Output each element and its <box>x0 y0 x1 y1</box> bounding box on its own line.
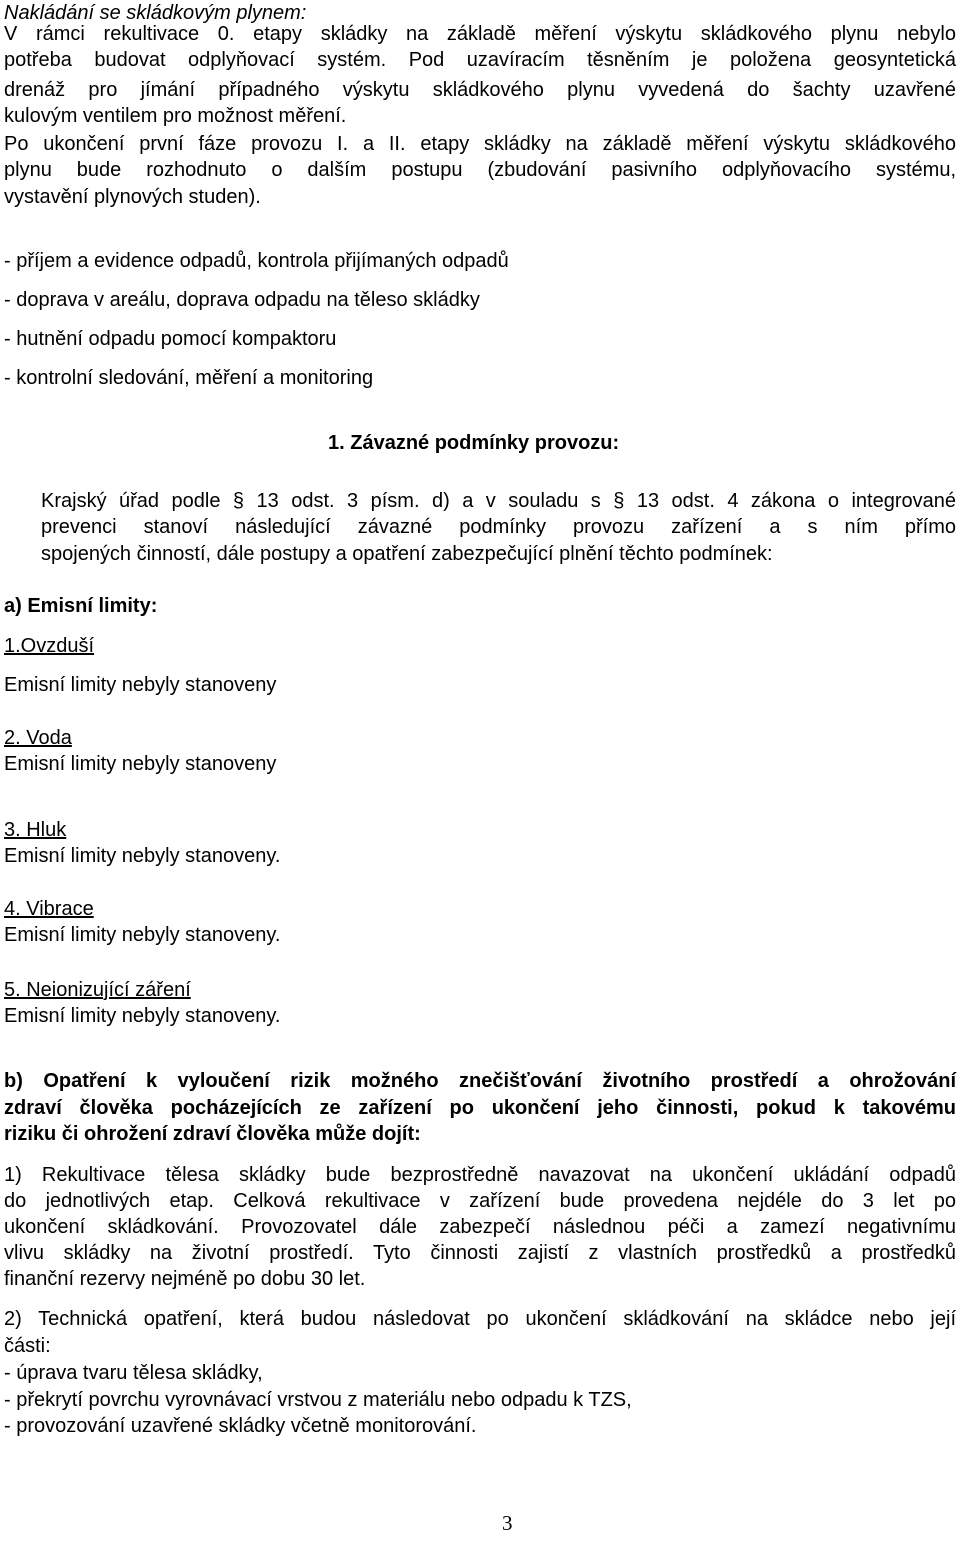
conditions-line: Krajský úřad podle § 13 odst. 3 písm. d) a v souladu s § 13 odst. 4 zákona o integrované <box>41 490 956 512</box>
measures-p2-line: - překrytí povrchu vyrovnávací vrstvou z materiálu nebo odpadu k TZS, <box>4 1389 632 1411</box>
limit-title: 1.Ovzduší <box>4 635 95 657</box>
limit-text: Emisní limity nebyly stanoveny. <box>4 924 281 946</box>
gas-line: Po ukončení první fáze provozu I. a II. etapy skládky na základě měření výskytu skládkového <box>4 133 956 155</box>
limit-text: Emisní limity nebyly stanoveny <box>4 753 277 775</box>
conditions-heading: 1. Závazné podmínky provozu: <box>328 432 620 454</box>
activity-item: - doprava v areálu, doprava odpadu na těleso skládky <box>4 289 480 311</box>
measures-p1-line: finanční rezervy nejméně po dobu 30 let. <box>4 1268 366 1290</box>
measures-p1-line: do jednotlivých etap. Celková rekultivace v zařízení bude provedena nejdéle do 3 let po <box>4 1190 956 1212</box>
activity-item: - hutnění odpadu pomocí kompaktoru <box>4 328 337 350</box>
gas-line: vystavění plynových studen). <box>4 186 261 208</box>
gas-line: drenáž pro jímání případného výskytu skládkového plynu vyvedená do šachty uzavřené <box>4 79 956 101</box>
gas-line: potřeba budovat odplyňovací systém. Pod uzavíracím těsněním je položena geosyntetická <box>4 49 956 71</box>
limit-title: 5. Neionizující záření <box>4 979 191 1001</box>
conditions-line: spojených činností, dále postupy a opatření zabezpečující plnění těchto podmínek: <box>41 543 773 565</box>
measures-heading: riziku či ohrožení zdraví člověka může dojít: <box>4 1123 421 1145</box>
limit-text: Emisní limity nebyly stanoveny. <box>4 845 281 867</box>
conditions-line: prevenci stanoví následující závazné podmínky provozu zařízení a s ním přímo <box>41 516 956 538</box>
measures-p1-line: 1) Rekultivace tělesa skládky bude bezprostředně navazovat na ukončení ukládání odpadů <box>4 1164 956 1186</box>
measures-p2-line: části: <box>4 1335 51 1357</box>
limit-title: 2. Voda <box>4 727 72 749</box>
gas-line: kulovým ventilem pro možnost měření. <box>4 105 347 127</box>
measures-p1-line: ukončení skládkování. Provozovatel dále zabezpečí následnou péči a zamezí negativnímu <box>4 1216 956 1238</box>
measures-heading: b) Opatření k vyloučení rizik možného znečišťování životního prostředí a ohrožování <box>4 1070 956 1092</box>
emission-limits-heading: a) Emisní limity: <box>4 595 158 617</box>
gas-heading: Nakládání se skládkovým plynem: <box>4 2 307 24</box>
limit-title: 3. Hluk <box>4 819 67 841</box>
measures-p2-line: - provozování uzavřené skládky včetně monitorování. <box>4 1415 477 1437</box>
limit-text: Emisní limity nebyly stanoveny <box>4 674 277 696</box>
measures-p2-line: - úprava tvaru tělesa skládky, <box>4 1362 263 1384</box>
measures-p2-line: 2) Technická opatření, která budou následovat po ukončení skládkování na skládce nebo její <box>4 1308 956 1330</box>
gas-line: V rámci rekultivace 0. etapy skládky na základě měření výskytu skládkového plynu nebylo <box>4 23 956 45</box>
activity-item: - kontrolní sledování, měření a monitoring <box>4 367 374 389</box>
measures-p1-line: vlivu skládky na životní prostředí. Tyto činnosti zajistí z vlastních prostředků a prostředků <box>4 1242 956 1264</box>
gas-line: plynu bude rozhodnuto o dalším postupu (zbudování pasivního odplyňovacího systému, <box>4 159 956 181</box>
measures-heading: zdraví člověka pocházejících ze zařízení po ukončení jeho činnosti, pokud k takovému <box>4 1097 956 1119</box>
activity-item: - příjem a evidence odpadů, kontrola přijímaných odpadů <box>4 250 509 272</box>
limit-title: 4. Vibrace <box>4 898 94 920</box>
limit-text: Emisní limity nebyly stanoveny. <box>4 1005 281 1027</box>
page-number: 3 <box>502 1511 513 1535</box>
